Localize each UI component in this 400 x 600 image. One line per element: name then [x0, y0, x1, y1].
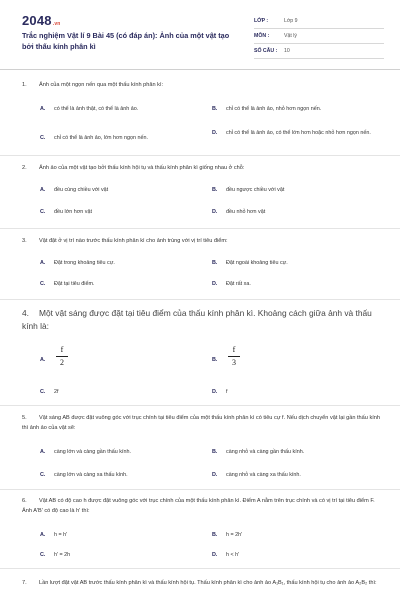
question-stem: 1. Ảnh của một ngọn nến qua một thấu kính phân kì: — [22, 82, 164, 88]
question-stem: 7. Lần lượt đặt vật AB trước thấu kính phân kì và thấu kính hội tụ. Thấu kính phân kì cho ảnh ảo A₁B₁, thấu kính hội tụ cho ảnh ảo A₂B₂ thì: — [22, 580, 377, 586]
question-divider — [0, 568, 400, 569]
fraction-f-over-2: f 2 — [54, 345, 70, 368]
meta-table — [254, 14, 384, 59]
question-divider — [0, 155, 400, 156]
header-divider — [0, 69, 400, 70]
meta-row-count: SỐ CÂU : 10 — [254, 44, 384, 59]
fraction-f-over-3: f 3 — [226, 345, 242, 368]
question-divider — [0, 405, 400, 406]
document-title: Trắc nghiệm Vật lí 9 Bài 45 (có đáp án): Ảnh của một vật tạo bởi thấu kính phân kì — [22, 31, 230, 51]
meta-row-subject: MÔN : Vật lý — [254, 29, 384, 44]
question-divider — [0, 299, 400, 300]
question-stem: 4. Một vật sáng được đặt tại tiêu điểm của thấu kính phân kì. Khoảng cách giữa ảnh và thấu kính là: — [22, 308, 372, 331]
document-page: 2048.vn Trắc nghiệm Vật lí 9 Bài 45 (có đáp án): Ảnh của một vật tạo bởi thấu kính phân kì LỚP : Lớp 9 MÔN : Vật lý SỐ CÂU : 10 1. Ảnh của một ngọn nến qua một thấu kính phân kì: A. có thể là ảnh thật, có thể là ảnh ảo. B. chỉ có thể là ảnh ảo, nhỏ hơn ngọn nến. C. chỉ có thể là ảnh ảo, lớn hơn ngọn nến. D. chỉ có thể là ảnh ảo, có thể lớn hơn hoặc nhỏ hơn ngọn nến. 2. Ảnh ảo của một vật tạo bởi thấu kính hội tụ và thấu kính phân kì giống nhau ở chỗ: A. đều cùng chiều với vật B. đều ngược chiều với vật C. đều lớn hơn vật D. đều nhỏ hơn vật 3. Vật đặt ở vị trí nào trước thấu kính phân kì cho ảnh trùng với vị trí tiêu điểm: A. Đặt trong khoảng tiêu cự. B. Đặt ngoài khoảng tiêu cự. C. Đặt tại tiêu điểm. D. Đặt rất xa. 4. Một vật sáng được đặt tại tiêu điểm của thấu kính phân kì. Khoảng cách giữa ảnh và thấu kính là: A. f 2 B. f 3 C. 2f D. f 5. Vật sáng AB được đặt vuông góc với trục chính tại tiêu điểm của một thấu kính phân kì có tiêu cự f. Nếu dịch chuyển vật lại gần thấu kính thì ảnh ảo của vật sẽ: A. càng lớn và càng gần thấu kính. B. càng nhỏ và càng gần thấu kính. C. càng lớn và càng xa thấu kính. D. càng nhỏ và càng xa thấu kính. 6. Vật AB có độ cao h được đặt vuông góc với trục chính của một thấu kính phân kì. Điểm A nằm trên trục chính và có vị trí tại tiêu điểm F. Ảnh A'B' có độ cao là h' thì: A. h = h' B. h = 2h' C. h' = 2h D. h < h' 7. Lần lượt đặt vật AB trước thấu kính phân kì và thấu kính hội tụ. Thấu kính phân kì cho ảnh ảo A₁B₁, thấu kính hội tụ cho ảnh ảo A₂B₂ thì: — [0, 0, 400, 600]
question-divider — [0, 228, 400, 229]
meta-row-class: LỚP : Lớp 9 — [254, 14, 384, 29]
question-stem: 2. Ảnh ảo của một vật tạo bởi thấu kính hội tụ và thấu kính phân kì giống nhau ở chỗ: — [22, 165, 245, 171]
question-stem: 3. Vật đặt ở vị trí nào trước thấu kính phân kì cho ảnh trùng với vị trí tiêu điểm: — [22, 238, 228, 244]
site-logo[interactable]: 2048.vn — [22, 13, 61, 28]
question-stem: 5. Vật sáng AB được đặt vuông góc với trục chính tại tiêu điểm của một thấu kính phân kì có tiêu cự f. Nếu dịch chuyển vật lại gần thấu kính thì ảnh ảo của vật sẽ: — [22, 415, 381, 431]
question-stem: 6. Vật AB có độ cao h được đặt vuông góc với trục chính của một thấu kính phân kì. Điểm A nằm trên trục chính và có vị trí tại tiêu điểm F. Ảnh A'B' có độ cao là h' thì: — [22, 498, 375, 514]
page-header — [0, 0, 400, 68]
question-divider — [0, 489, 400, 490]
